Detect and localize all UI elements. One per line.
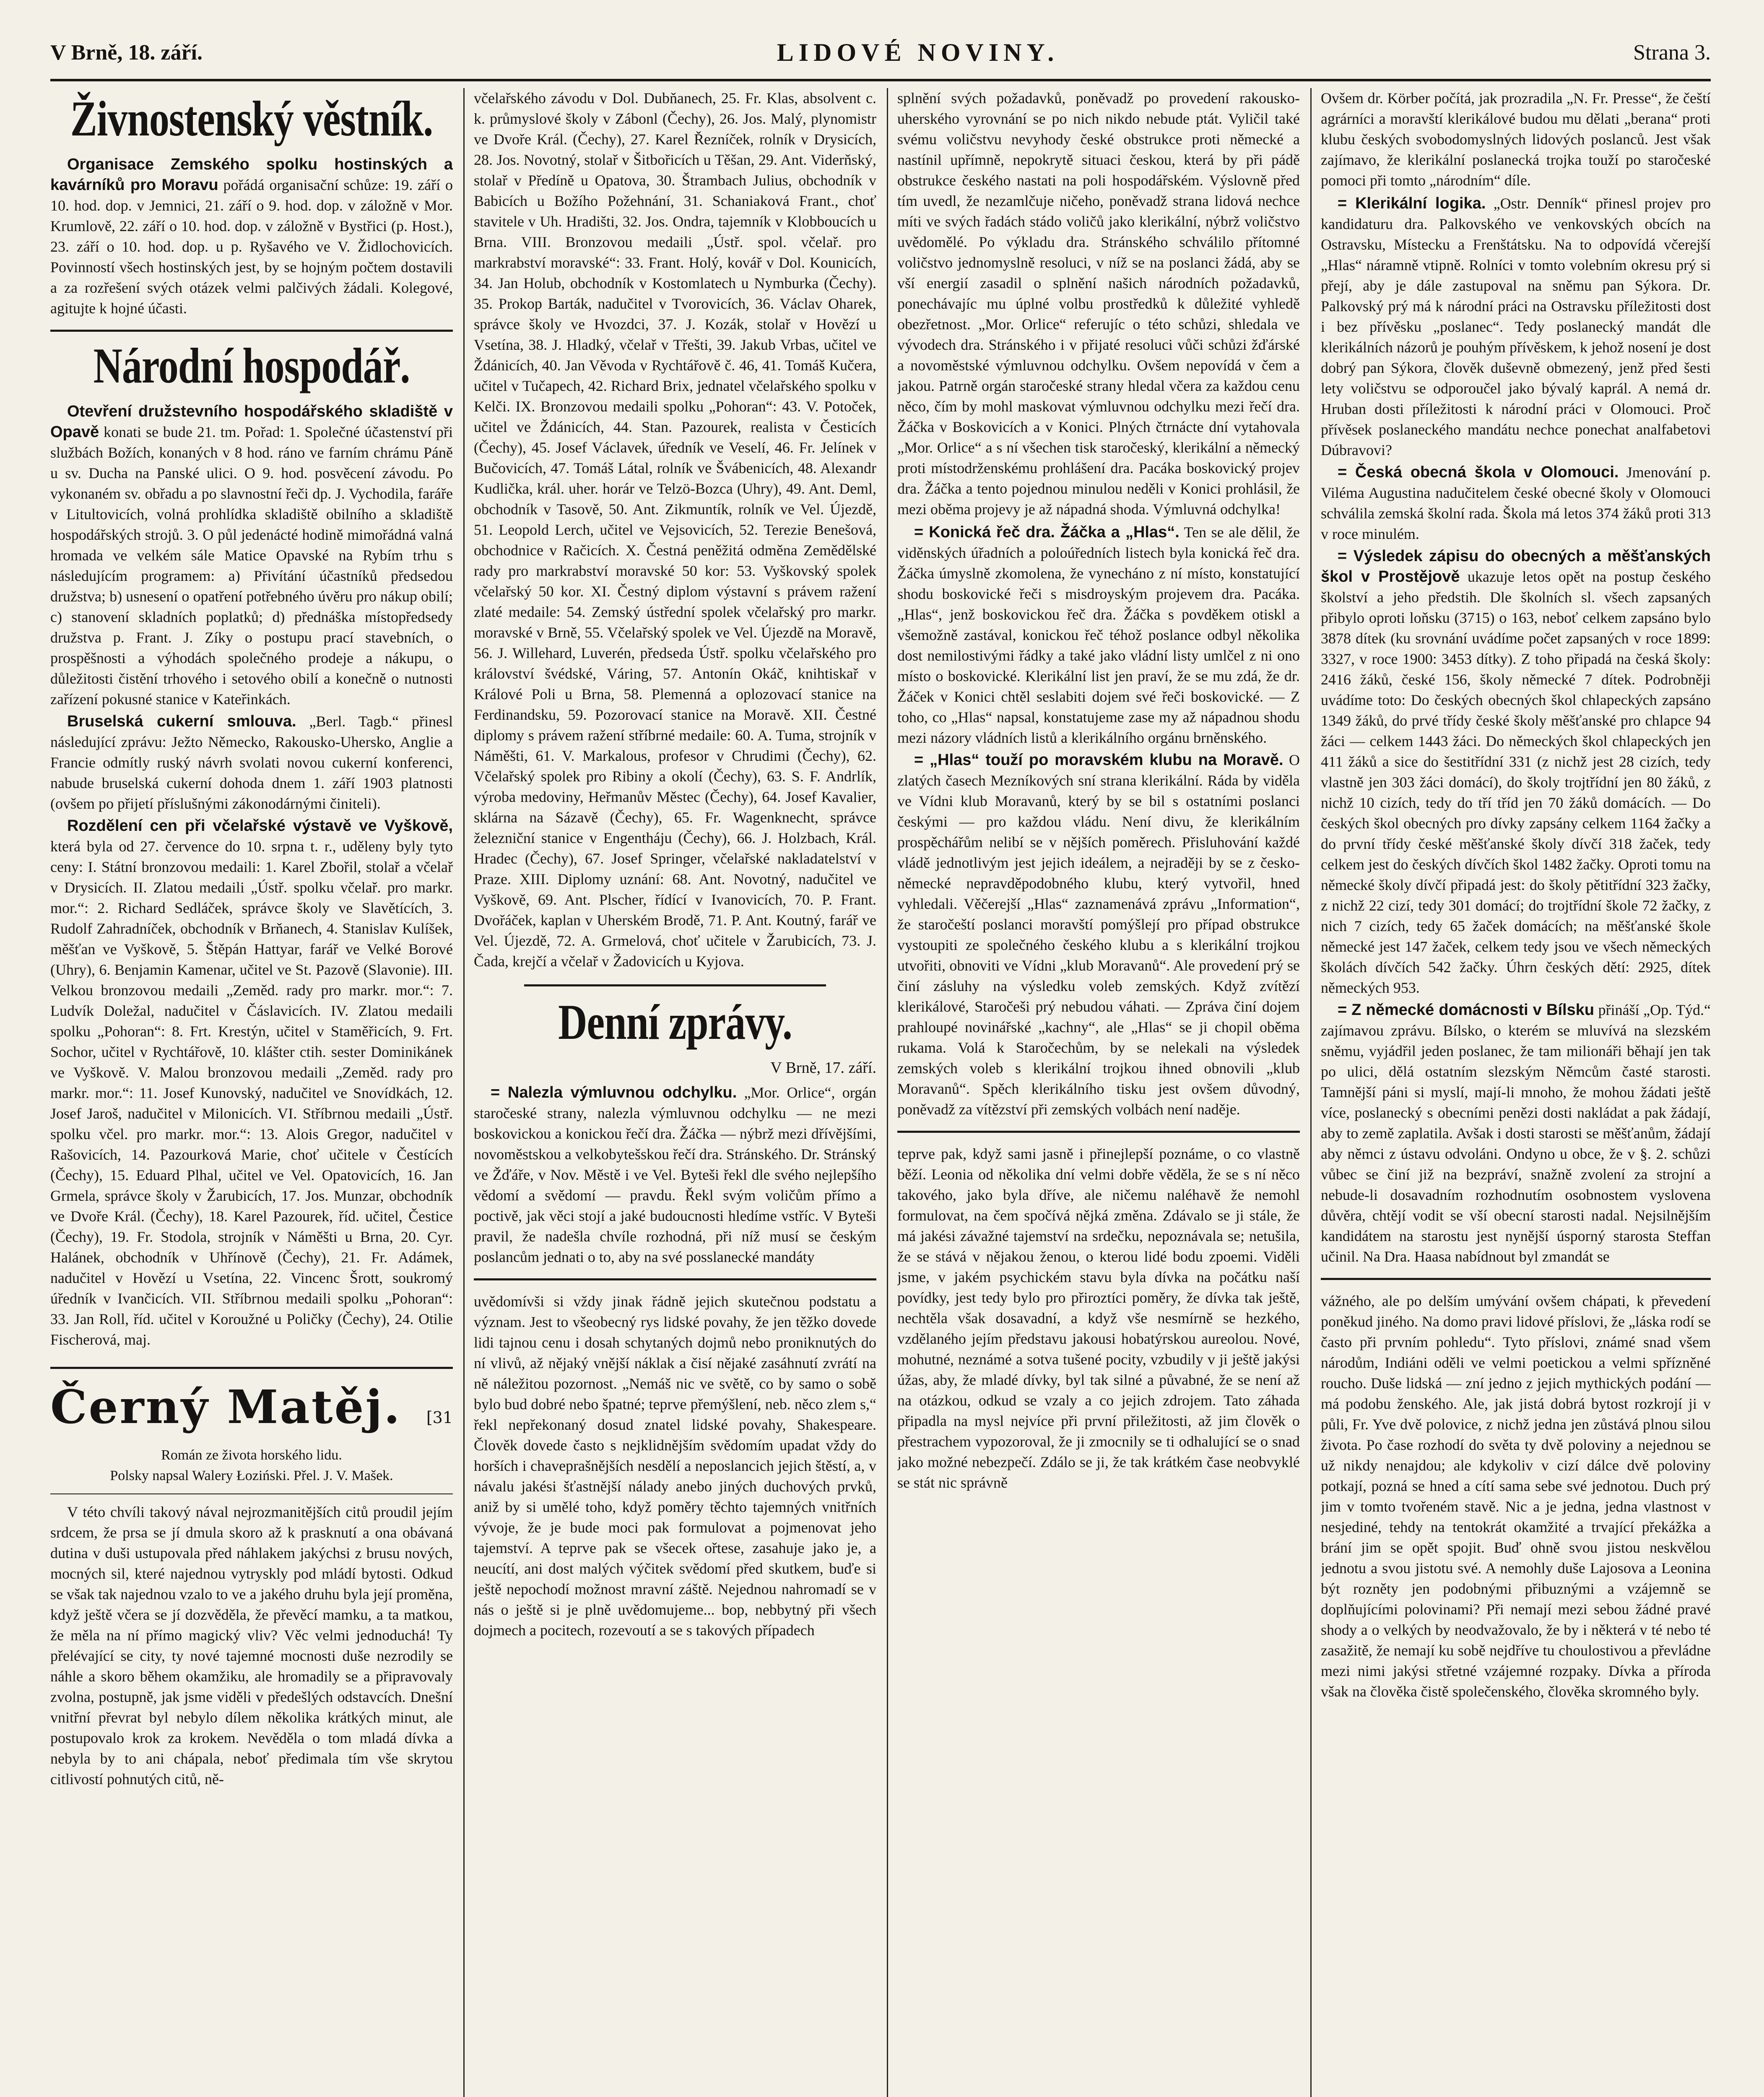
serial-text: V této chvíli takový nával nejrozmanitějších citů proudil jejím srdcem, že prsa se jí dmula skoro až k prasknutí a ona obávaná dutina v duši ustupovala před náhlakem jakýchsi z brusu nových, mocných sil, které najednou vytryskly pod mládí bytosti. Odkud se však tak najednou vzalo to ve a jakého druhu byla její proměna, když ještě včera se jí dozvěděla, že převěcí mamku, a ta matkou, že měla na ní přímo magický vliv? Věc velmi jednoduchá! Ty přelévající se city, ty nové tajemné mocnosti duše nezrodily se náhle a skoro během okamžiku, ale hromadily se a připravovaly zvolna, postupně, jak jsme viděli v předešlých odstavcích. Dnešní vnitřní převrat byl nebylo dílem několika krátkých minut, ale postupovalo krok za krokem. Nevěděla o tom mladá dívka a nebyla by to ani chápala, neboť předimala tím vše skrytou citlivostí pohnutých citů, ně-: [50, 1504, 453, 1787]
article-heading: = „Hlas“ touží po moravském klubu na Moravě.: [914, 751, 1283, 769]
column-rule: [1310, 88, 1312, 2097]
article-eloquent-deviation: [474, 1082, 876, 1267]
article-innkeepers: [50, 154, 453, 319]
serial-divider: [1321, 1278, 1711, 1280]
dateline: V Brně, 17. září.: [770, 1059, 876, 1077]
page-number: Strana 3.: [1633, 40, 1711, 65]
newspaper-page: [50, 29, 1711, 2097]
rubric-national-economy: Národní hospodář.: [93, 337, 410, 394]
serial-author: Polsky napsal Walery Łoziński. Přel. J. V. Mašek.: [110, 1468, 393, 1483]
column-2: [474, 88, 876, 2097]
serial-text-continued: uvědomívši si vždy jinak řádně jejich skutečnou podstatu a význam. Jest to všeobecný rys lidské povahy, že jen těžko dovede lidi tajnou cenu i dosah schytaných dojmů nebo proniknutých do ní vlivů, až nějaký vnější náklak a čisí nějaké zasáhnutí zvrátí na ně náležitou pozornost. „Nemáš nic ve světě, co by samo o sobě bylo bud dobré nebo špatné; teprve přemýšlení, neb. něco zlem s,“ řekl nepřekonaný dosud znatel lidské povahy, Shakespeare. Člověk dovede často s nejklidnějším svědomím upadat vždy do horších i chaveprašnějších nesdělí a neposlancich jejich štěstí, a, v návalu jakési šťastnější nálady anebo jiných duchových prvků, aniž by si umělé toho, když poměry těchto tajemných vnitřních vývoje, že je bude moci pak formulovat a pojmenovat jeho tajemství. A teprve pak se všecek ořtese, zasahuje jako je, a neucítí, ani dost malých výčitek svědomí před skutkem, buďe si ještě nepochodí možnost mravní záště. Nejednou nahromadí se v nás o ještě si je plně uvědomujeme... bop, nebbytný při všech dojmech a pocitech, rozevoutí a se s takových případech: [474, 1293, 876, 1639]
serial-divider: [50, 1367, 453, 1369]
issue-date: V Brně, 18. září.: [50, 40, 203, 65]
article-body: Jmenování p. Viléma Augustina nadučitelem české obecné školy v Olomouci schválila zemská školní rada. Škola má letos 374 žáků proti 313 v roce minulém.: [1321, 464, 1711, 542]
masthead-rule: [50, 79, 1711, 81]
article-body: ukazuje letos opět na postup českého školství a jeho předstih. Dle školních sl. všech zapsaných přibylo oproti loňsku (3715) o 163, neboť celkem zapsáno bylo 3878 dítek (ku srovnání uvádíme počet zapsaných v roce 1899: 3327, v roce 1900: 3453 dítky). Z toho připadá na česká školy: 2416 žáků, české 156, školy německé 7 dítek. Podrobněji uvádíme toto: Do českých obecných škol chlapeckých zapsáno 1349 žáků, do prvé třídy české školy měšťanské pro chlapce 94 žáci — celkem 1443 žáci. Do německých škol chlapeckých jen 411 žáků a sice do šestitřídní 331 (z nichž jest 28 cizích, tedy vlastně jen 303 žáci domácí), do školy trojtřídní jen 80 žáků, z nichž 10 cizích, tedy do tří tříd jen 70 žáků domácích. — Do českých škol obecných pro dívky zapsány celkem 1164 žačky a do první třídy české měšťanské školy dívčí 318 žaček, tedy celkem jest do českých dívčích škol 1482 žačky. Oproti tomu na německé školy dívčí připadá jest: do školy pětitřídní 323 žačky, z nichž 22 cizí, tedy 301 domácí; do trojtřídní škole 72 žačky, z nich 7 cizích, tedy 65 žaček domácích; na měšťanské škole německé jest 147 žaček, celkem tedy jsou ve všech německých školách dívčích 542 žačky. Úhrn českých dětí: 2925, dítek německých 953.: [1321, 568, 1711, 996]
serial-text-continued: vážného, ale po delším umývání ovšem chápati, k převedení poněkud jiného. Na domo pravi lidové příslovi, že „láska rodí se často při prvním pohledu“. Tyto příslovi, známé snad všem národům, Indiáni oděli ve velmi poetickou a velmi spřízněné roucho. Duše lidská — zní jedno z jejich mythických podání — má podobu ženského. Ale, jak jistá dobrá bytost rozkrojí ji v půli, Fr. Yve dvě polovice, z nichž jedna jen zůstává plnou silou života. Po čase rozhodí do světa ty dvě poloviny a nejednou se už nikdy nenajdou; ale kdykoliv v cizí dálce dvě poloviny potkají, pozná se hned a cítí sama sebe své jednotou. Duch prý jim v tomto tvořeném stavě. Nic a je jedna, jedna vlastnost v nesjediné, tehdy na tentokrát okamžité a trvající překážka a brání jim se opět spojit. Buď ohně svou jistou neskvělou jednotu a svou jistotu své. A nemohly duše Lajosova a Leonina být rozněty jen podobnými přibuznými a vzájemně se doplňujícími polovinami? Při nemají mezi sebou žádné pravé shody a o velkých by neodvažovalo, že by i některá v té nebo té zasažitě, že nemají ku sobě nejdříve tu choulostivou a převládne mezi nimi jakýsi střetné vzájemné rozpaky. Dívka a příroda však na člověka čistě společenského, člověka skromného byly.: [1321, 1293, 1711, 1700]
article-moravian-club: [897, 750, 1300, 1120]
article-body: Ten se ale dělil, že viděnských úřadních a poloúředních listech byla konická řeč dra. Žáčka úmyslně zkomolena, že vynecháno z ní místo, konstatující shodu boskovické řeči s misdroyským projevem dra. Pacáka. „Hlas“, jenž boskovickou řeč dra. Žáčka s povděkem otiskl a všemožně zastával, konickou řeč téhož poslance odbyl několika dost nemilostivými řádky a také jako vládní listy umlčel z ni ono místo o boskovické. Klerikální list jen praví, že se mu zdá, že dr. Žáček v Konici chtěl seslabiti dojem své řeči boskovické. — Z toho, co „Hlas“ napsal, konstatujeme zase my až nápadnou shodu mezi názory vládních listů a klerikálního orgánu brněnského.: [897, 524, 1300, 746]
column-rule: [887, 88, 888, 2097]
serial-text-continued: teprve pak, když sami jasně i přinejlepší poznáme, o co vlastně běží. Leonia od několika dní velmi dobře věděla, že se s ní něco takového, jako byla dříve, ale ničemu naléhavě že nemohl formulovat, na čem spočívá nějká změna. Zdávalo se ji stále, že má jakési závažné tajemství na srdečku, nepoznávala se; netušila, že se stává v nějakou ženou, o kterou lidé bodu zpoemi. Viděli jsme, v jakém psychickém stavu byla dívka na počátku naší povídky, jest tedy bylo pro přiroztíci poměry, že dívka tak ještě, nechtěla však dosavadní, a když vše nesmírně se hezkého, vzdělaného jejím představu jakousi hobatýrskou aureolou. Nové, mohutné, neznámé a sotva tušené pocity, vzbudily v ji ještě jakýsi úžas, aby, že mladé dívky, byl tak silné a půvabné, že se není až na otázkou, odkud se vzaly a co jejich zdrojem. Tato záhada připadla na mysl nejvíce při první přiležitosti, až jim člověk o přestrachem vypozoroval, že ji zmocnily se ti odhalující se o snad jako možné nebezpečí. Zdálo se ji, že tak krátkém čase neobvyklé se stát nic správně: [897, 1145, 1300, 1491]
section-divider: [524, 984, 826, 986]
rubric-trade-bulletin: Živnostenský věstník.: [70, 90, 433, 147]
article-olomouc-school: [1321, 462, 1711, 544]
column-rule: [463, 88, 465, 2097]
newspaper-title: LIDOVÉ NOVINY.: [777, 38, 1059, 66]
rubric-daily-news: Denní zprávy.: [558, 994, 792, 1050]
serial-title-row: [50, 1380, 453, 1445]
article-body: pořádá organisační schůze: 19. září o 10. hod. dop. v Jemnici, 21. září o 9. hod. dop. v záložně v Mor. Krumlově, 22. září o 10. hod. dop. v záložně v Bystřici (p. Host.), 23. září o 10. hod. dop. u p. Ryšavého ve V. Židlochovicích. Povinností všech hostinských jest, by se hojným počtem dostavili a za rozřešení svých otázek velmi palčivých žádali. Kolegové, agitujte k hojné účasti.: [50, 177, 453, 317]
article-prostejov-enrolment: [1321, 546, 1711, 998]
article-body: která byla od 27. července do 10. srpna t. r., uděleny byly tyto ceny: I. Státní bronzovou medaili: 1. Karel Zbořil, stolař a včelař v Drysicích. II. Zlatou medaili „Ústř. spolku včelař. pro markr. mor.“: 2. Richard Sedláček, správce školy ve Slavětících, 3. Rudolf Zahradníček, obchodník v Brňanech, 4. Stanislav Kulíšek, měšťan ve Vyškově, 5. Štěpán Hattyar, farář ve Velké Borové (Uhry), 6. Benjamin Kamenar, učitel ve St. Pazově (Slavonie). III. Velkou bronzovou medaili „Zeměd. rady pro markr. mor.“: 7. Ludvík Doležal, nadučitel v Čáslavicích. IV. Zlatou medaili spolku „Pohoran“: 8. Frt. Krestýn, učitel v Staměřicích, 9. Frt. Sochor, učitel v Rychtářově, 10. klášter ctih. sester Dominikánek ve Vyškově. V. Malou bronzovou medaili „Zeměd. rady pro markr. mor.“: 11. Josef Kunovský, nadučitel ve Snovídkách, 12. Josef Jaroš, nadučitel v Milonicích. VI. Stříbrnou medaili „Ústř. spolku včel. pro markr. mor.“: 13. Alois Gregor, nadučitel v Rašovicích, 14. Pazourková Marie, choť učitele v Čestících (Čechy), 15. Eduard Plhal, učitel ve Vel. Opatovicích, 16. Jan Grmela, správce školy v Žarubicích, 17. Jos. Munzar, obchodník ve Dvoře Král. (Čechy), 18. Karel Pazourek, říd. učitel, Čestice (Čechy), 19. Fr. Stodola, strojník v Náměšti u Brna, 20. Cyr. Halánek, obchodník v Uhřínově (Čechy), 21. Fr. Adámek, nadučitel v Hovězí u Vsetína, 22. Vincenc Šrott, soukromý úředník v Ivančicích. VII. Stříbrnou medaili spolku „Pohoran“: 33. Jan Roll, říd. učitel v Koroužné u Poličky (Čechy), 24. Otilie Fischerová, maj.: [50, 838, 453, 1348]
column-4: [1321, 88, 1711, 2097]
article-body: konati se bude 21. tm. Pořad: 1. Společné účastenství při službách Božích, konaných v 8 hod. ráno ve farním chrámu Páně u sv. Ducha na Panské ulici. O 9. hod. posvěcení závodu. Po vykonaném sv. obřadu a po slavnostní řeči dp. J. Vychodila, faráře v Litultovicích, volná prohlídka skladiště obilního a skladiště hospodářských strojů. 3. O půl jedenácté hodině mimořádná valná hromada ve velkém sále Matice Opavské na Rybím trhu s následujícím programem: a) Přivítání účastníků předsedou družstva; b) usnesení o opatření potřebného úvěru pro nákup obilí; c) stanovení skladních poplatků; d) přednáška místopředsedy družstva p. Frant. J. Zíky o postupu prací stavebních, o prospěšnosti a výhodách společného prodeje a nákupu, o důležitosti čistění trhového i setového obilí a konečně o nutnosti zařízení pokusné stanice v Kateřinkách.: [50, 424, 453, 708]
column-1: [50, 88, 453, 2097]
article-continued: Ovšem dr. Körber počítá, jak prozradila „N. Fr. Presse“, že čeští agrárníci a moravští klerikálové budou mu dělati „berana“ proti klubu českých svobodomyslných lidových poslanců. Jest však zajímavo, že klerikální poslanecká trojka touží po staročeské pomoci při tomto „národním“ díle.: [1321, 90, 1711, 189]
article-opava-warehouse: [50, 401, 453, 710]
article-heading: = Nalezla výmluvnou odchylku.: [491, 1084, 737, 1101]
article-body: „Mor. Orlice“, orgán staročeské strany, nalezla výmluvnou odchylku — ne mezi boskovickou a konickou řečí dra. Žáčka — nýbrž mezi dřívějšími, novoměstskou a velkobytešskou řečí dra. Stránského. Dr. Stránský ve Žďáře, v Nov. Městě i ve Vel. Byteši řekl dle svého nejlepšího vědomí a svědomí — pravdu. Řekl svým voličům přímo a poctivě, jak věci stojí a jaké budoucnosti hledíme vstříc. V Byteši pravil, že nadešla chvíle rozhodná, při níž musí se českým poslancům jednati o to, aby na své posslanecké mandáty: [474, 1084, 876, 1265]
article-konice-speech: [897, 522, 1300, 748]
serial-divider: [897, 1131, 1300, 1133]
serial-rule: [50, 1493, 453, 1494]
article-heading: Rozdělení cen při včelařské výstavě ve Vyškově,: [67, 817, 453, 835]
article-heading: Bruselská cukerní smlouva.: [67, 713, 296, 730]
article-continued: splnění svých požadavků, poněvadž po provedení rakousko-uherského vyrovnání se po nich nikdo nebude ptát. Vyličil také svému voličstvu nevyhody české obstrukce proti německé a nastínil upřímně, nepokrytě situaci českou, která by při pádě obstrukce českého nastati na poli hospodářském. Výslovně před tím uvedl, že nezamlčuje ničeho, poněvadž strana lidová nechce míti ve svých řadách stádo voličů jako klerikální, nýbrž voličstvo uvědomělé. Po výkladu dra. Stránského schválilo přítomné voličstvo jednomyslně resoluci, v níž se na poslanci žádá, aby se vší energií zasadil o splnění našich národních požadavků, ponechávajíc mu úplné volbu prostředků k důležité vyhledě obezřetnost. „Mor. Orlice“ referujíc o této schůzi, shledala ve vývodech dra. Stránského i v přijaté resoluci vůči schůzi žďárské a novoměstské výmluvnou odchylku. Ovšem nepovídá v čem a jakou. Patrně orgán staročeské strany hledal včera za každou cenu něco, čím by mohl maskovat výmluvnou odchylku mezi řečí dra. Žáčka v Boskovicích a v Konici. Plných čtrnácte dní vytahovala „Mor. Orlice“ a s ní všechen tisk staročeský, klerikální a německý proti místodrženskému prohlášení dra. Pacáka boskovický projev dra. Žáčka a tento pojednou minulou neděli v Konici prohlásil, že mezi oběma projevy je až nápadná shoda. Výmluvná odchylka!: [897, 90, 1300, 518]
article-body: „Ostr. Denník“ přinesl projev pro kandidaturu dra. Palkovského ve venkovských obcích na Ostravsku, Místecku a Frenštátsku. Na to odpovídá včerejší „Hlas“ náramně vtipně. Rolníci v tomto volebním okresu prý si přejí, aby je dále zastupoval na sněmu pan Sýkora. Dr. Palkovský prý má k národní práci na Ostravsku příležitosti dost i bez přívěsku „poslanec“. Tedy poslanecký mandát dle klerikálních názorů je pouhým přívěskem, k jehož nosení je dost dobrý pan Sýkora, člověk duševně obmezený, jenž před šesti lety voličstvu se odporoučel jako bývalý kaprál. A nemá dr. Hruban dosti příležitosti k národní práci v Olomouci. Proč přívěsek poslaneckého mandátu nechce ponechat analfabetovi Dúbravovi?: [1321, 195, 1711, 458]
article-bee-exhibition: [50, 816, 453, 1350]
article-body: „Berl. Tagb.“ přinesl následující zprávu: Ježto Německo, Rakousko-Uhersko, Anglie a Francie odmítly ruský návrh svolati novou cukerní konferenci, nabude bruselská cukerní dohoda dnem 1. září 1903 platnosti (ovšem po přijetí příslušnými zákonodárnými činiteli).: [50, 713, 453, 812]
serial-divider: [474, 1278, 876, 1280]
article-heading: = Výsledek zápisu do obecných a měšťanských škol v Prostějově: [1321, 547, 1711, 585]
column-3: [897, 88, 1300, 2097]
article-heading: = Česká obecná škola v Olomouci.: [1338, 463, 1619, 481]
article-heading: = Klerikální logika.: [1338, 195, 1486, 212]
article-heading: Organisace Zemského spolku hostinských a kavárníků pro Moravu: [50, 156, 453, 194]
serial-title: Černý Matěj.: [50, 1380, 402, 1434]
serial-subtitle: Román ze života horského lidu.: [161, 1447, 342, 1463]
article-heading: = Z německé domácnosti v Bílsku: [1338, 1001, 1595, 1019]
article-body: přináší „Op. Týd.“ zajímavou zprávu. Bílsko, o kterém se mluvívá na slezském sněmu, vyjádřil jeden poslanec, že tam milionáři běhají jen tak po ulici, dělá ostatním slezským Němcům časté starosti. Tamnější páni si myslí, mají-li mnoho, že mohou žádati ještě více, poslanecký s obecními penězi dosti nakládat a pak žádají, aby to země zaplatila. Avšak i dosti starosti se měšťanům, žádají aby němci z ústavu odvoláni. Ondyno u obce, že v §. 2. schůzi vůbec se činí již na bezpráví, snažně zvolení za strojní a nebude-li dosavadním rozhodnutím osobnostem vyslovena důvěra, chtějí vodit se vší obecní starosti nadal. Nejsilnějším kandidátem na starostu jest nynější úsporný starosta Steffan učinil. Na Dra. Haasa nabídnout byl zmandát se: [1321, 1002, 1711, 1265]
article-clerical-logic: [1321, 193, 1711, 461]
article-heading: = Konická řeč dra. Žáčka a „Hlas“.: [914, 523, 1179, 541]
article-body: O zlatých časech Mezníkových sní strana klerikální. Ráda by viděla ve Vídni klub Moravanů, který by se bil s ostatními poslanci českými — pro každou vládu. Není divu, že klerikálním prospěchářům nelibí se v nějších poměrech. Přisluhování každé vládě jednotlivým jest jejich ideálem, a nejraději by se z česko-německé nepravděpodobného klubu, který vytvořil, hned vyhledali. Věčerejší „Hlas“ zaznamenává zprávu „Information“, že staročeští poslanci moravští pomýšlejí pro případ obstrukce vystoupiti ze společného českého klubu a s klerikální trojkou utvořiti, obnoviti ve Vídni „klub Moravanů“. Ale provedení prý se činí zásluhy na výsledku voleb zemských. Když zvítězí klerikálové, Staročeši prý nebudou váhati. — Zpráva činí dojem prahloupé novinářské „kachny“, ale „Hlas“ se ji chopil oběma rukama. Volá k Staročechům, by se nelekali na výsledek zemských voleb s klerikální trojkou ihned obnovili „klub Moravanů“. Spěch klerikálního tisku jest ovšem důvodný, poněvadž za vítězství při zemských volbách není naděje.: [897, 752, 1300, 1118]
serial-installment: [31: [426, 1408, 453, 1427]
masthead: [50, 29, 1711, 75]
section-divider: [50, 330, 453, 332]
bee-exhibition-continued: včelařského závodu v Dol. Dubňanech, 25. Fr. Klas, absolvent c. k. průmyslové školy v Zábonl (Čechy), 26. Jos. Malý, plynomistr ve Dvoře Král. (Čechy), 27. Karel Řezníček, rolník v Drysicích, 28. Jos. Novotný, stolař v Šitbořicích u Těšan, 29. Ant. Viderňský, stolař v Předíně u Opatova, 30. Štrambach Julius, obchodník v Babicích u Božího Požehnání, 31. Schaniaková Frant., choť stavitele v Uh. Hradišti, 32. Jos. Ondra, tajemník v Klobboucích u Brna. VIII. Bronzovou medaili „Ústř. spol. včelař. pro markrabství moravské“: 33. Frant. Holý, kovář v Dol. Kounicích, 34. Jan Holub, obchodník v Kostomlatech u Nymburka (Čechy). 35. Prokop Barták, nadučitel v Tvorovicích, 36. Václav Oharek, správce školy ve Hvozdci, 37. J. Kozák, stolař v Hovězí u Vsetína, 38. J. Hladký, včelař v Třešti, 39. Jakub Vrbas, učitel ve Ždánicích, 40. Jan Věvoda v Rychtářově č. 46, 41. Tomáš Kučera, učitel v Tučapech, 42. Richard Brix, jednatel včelařského spolku v Kelči. IX. Bronzovou medaili spolku „Pohoran“: 43. V. Potoček, učitel ve Ždánicích, 44. Stan. Pazourek, realista v Česticích (Čechy), 45. Josef Václavek, úředník ve Veselí, 46. Fr. Jelínek v Bučovicích, 47. Tomáš Látal, rolník ve Švábenicích, 48. Alexandr Kudlička, král. uher. horár ve Telzö-Bozca (Uhry), 49. Ant. Deml, obchodník v Tasově, 50. Ant. Zikmuntík, rolník ve Vel. Újezdě, 51. Leopold Lerch, učitel ve Vejsovicích, 52. Terezie Benešová, obchodnice v Račicích. X. Čestná peněžitá odměna Zemědělské rady pro markrabství moravské 50 kor: 53. Vyškovský spolek včelařský 50 kor. XI. Čestný diplom výstavní s právem ražení zlaté medaile: 54. Zemský ústřední spolek včelařský pro markr. moravské v Brně, 55. Včelařský spolek ve Vel. Újezdě na Moravě, 56. J. Willehard, Luverén, předseda Ústř. spolku včelařského pro království švédské, Váring, 57. Antonín Okáč, knihtiskař v Králové Poli u Brna, 58. Plemenná a oplozovací stanice na Ferdinandsku, 59. Pozorovací stanice na Moravě. XII. Čestné diplomy s právem ražení stříbrné medaile: 60. A. Tuma, strojník v Náměšti, 61. V. Markalous, profesor v Chrudimi (Čechy), 62. Včelařský spolek pro Ribiny a okolí (Čechy), 63. S. F. Andrlík, výroba medoviny, Heřmanův Městec (Čechy), 64. Josef Kavalier, sklárna na Sázavě (Čechy), 65. Fr. Wagenknecht, správce železniční stanice v Engentháju (Čechy), 66. J. Holzbach, Král. Hradec (Čechy), 67. Josef Springer, včelařské nakladatelství v Praze. XIII. Diplomy uznání: 68. Ant. Novotný, nadučitel ve Vyškově, 69. Ant. Plscher, řídící v Ivanovicích, 70. P. Frant. Dvořáček, kaplan v Uherském Brodě, 71. P. Ant. Koutný, farář ve Vel. Újezdě, 72. A. Grmelová, choť učitele v Žarubicích, 73. J. Čada, krejčí a včelař v Žadovicích u Kyjova.: [474, 90, 876, 970]
article-heading: Otevření družstevního hospodářského skladiště v Opavě: [50, 403, 453, 441]
article-sugar-convention: [50, 711, 453, 814]
article-bielsko: [1321, 1000, 1711, 1267]
